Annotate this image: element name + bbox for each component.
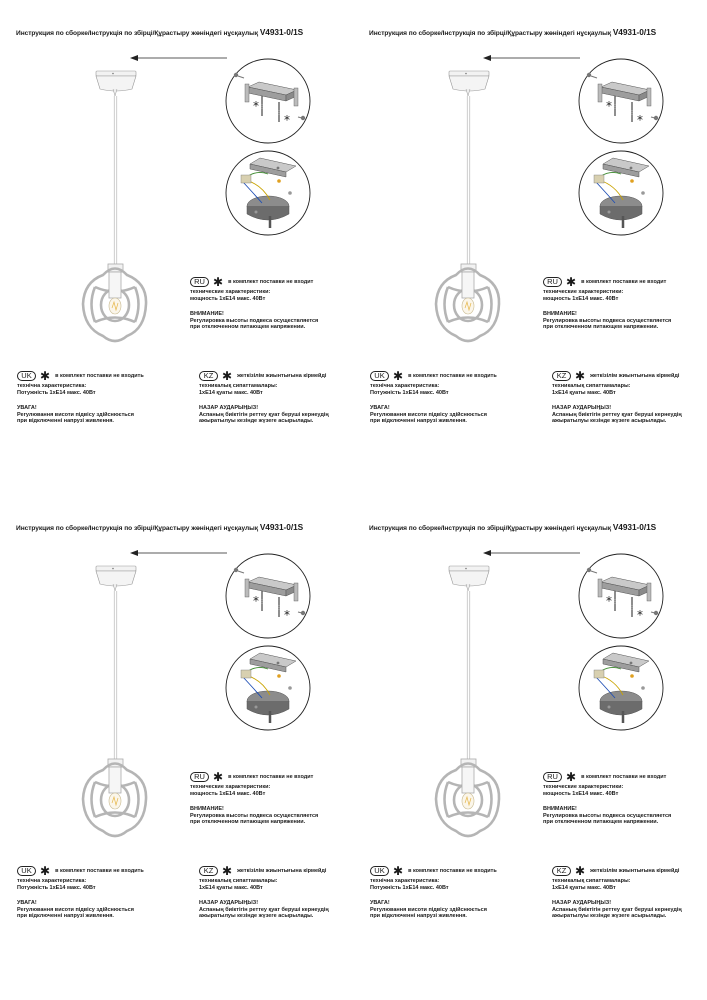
assembly-illustration (0, 495, 353, 995)
kz-section (199, 866, 329, 920)
warning-line: при відключенні напрузі живлення. (17, 418, 114, 425)
not-included-note: в комплект поставки не входить (408, 867, 497, 874)
asterisk-icon: ✱ (393, 369, 404, 383)
not-included-note: в комплект поставки не входить (408, 372, 497, 379)
mounting-bracket-detail-icon (579, 554, 663, 638)
warning-title: ВНИМАНИЕ! (543, 806, 577, 813)
warning-line: при отключенном питающем напряжении. (543, 324, 659, 331)
spec-value: Потужність 1хЕ14 макс. 40Вт (17, 389, 96, 396)
title-text: Инструкция по сборке/Інструкція по збірці/Құрастыру жөніндегі нұсқаулық (369, 525, 612, 532)
ru-section (543, 772, 671, 826)
warning-line: Регулювання висоти підвісу здійснюється (17, 411, 134, 418)
wiring-detail-icon (226, 151, 310, 235)
asterisk-icon: ✱ (575, 864, 586, 878)
warning-line: Регулировка высоты подвеса осуществляется (190, 317, 319, 324)
spec-value: мощность 1хЕ14 макс. 40Вт (543, 295, 619, 302)
not-included-note: в комплект поставки не входить (55, 372, 144, 379)
title-text: Инструкция по сборке/Інструкція по збірці/Құрастыру жөніндегі нұсқаулық (369, 30, 612, 37)
lamp-shade-icon (436, 264, 499, 341)
lang-badge-uk: UK (370, 866, 389, 876)
svg-text:*: * (637, 608, 643, 622)
model-number: V4931-0/1S (612, 27, 657, 37)
model-number: V4931-0/1S (259, 522, 304, 532)
spec-title: техникалық сипаттамалары: (199, 878, 278, 884)
warning-line: Аспаның биіктігін реттеу қуат беруші кернеудің (199, 906, 329, 913)
lamp-shade-icon (436, 759, 499, 836)
spec-title: технические характеристики: (543, 784, 624, 790)
warning-line: Аспаның биіктігін реттеу қуат беруші кернеудің (199, 411, 329, 418)
instruction-title (16, 27, 303, 37)
model-number: V4931-0/1S (259, 27, 304, 37)
not-included-note: жеткізілім жиынтығына кірмейді (237, 372, 327, 379)
lang-badge-ru: RU (190, 277, 209, 287)
warning-line: Регулировка высоты подвеса осуществляется (543, 812, 672, 819)
not-included-note: в комплект поставки не входит (581, 278, 667, 285)
asterisk-icon: ✱ (222, 369, 233, 383)
asterisk-icon: ✱ (575, 369, 586, 383)
lang-badge-ru: RU (543, 772, 562, 782)
not-included-note: в комплект поставки не входить (55, 867, 144, 874)
ceiling-canopy-icon (96, 71, 136, 96)
spec-value: мощность 1хЕ14 макс. 40Вт (190, 790, 266, 797)
warning-line: ажыратылуы кезінде жүзеге асырылады. (199, 913, 314, 920)
spec-title: технічна характеристика: (370, 383, 440, 389)
title-text: Инструкция по сборке/Інструкція по збірці/Құрастыру жөніндегі нұсқаулық (16, 30, 259, 37)
warning-line: Регулировка высоты подвеса осуществляется (190, 812, 319, 819)
lamp-shade-icon (83, 264, 146, 341)
spec-value: мощность 1хЕ14 макс. 40Вт (190, 295, 266, 302)
warning-title: УВАГА! (17, 900, 37, 907)
not-included-note: в комплект поставки не входит (228, 278, 314, 285)
warning-line: при отключенном питающем напряжении. (190, 324, 306, 331)
spec-title: техникалық сипаттамалары: (552, 383, 631, 389)
ceiling-canopy-icon (449, 71, 489, 96)
lang-badge-ru: RU (190, 772, 209, 782)
wiring-detail-icon (579, 646, 663, 730)
svg-text:*: * (637, 113, 643, 127)
uk-section (370, 371, 497, 425)
warning-line: Регулировка высоты подвеса осуществляется (543, 317, 672, 324)
svg-text:*: * (606, 594, 612, 608)
warning-line: Регулювання висоти підвісу здійснюється (370, 411, 487, 418)
spec-title: техникалық сипаттамалары: (552, 878, 631, 884)
spec-title: техникалық сипаттамалары: (199, 383, 278, 389)
asterisk-icon: ✱ (213, 770, 224, 784)
warning-title: НАЗАР АУДАРЫҢЫЗ! (552, 900, 612, 907)
warning-line: Регулювання висоти підвісу здійснюється (17, 906, 134, 913)
ceiling-canopy-icon (449, 566, 489, 591)
spec-title: технические характеристики: (190, 784, 271, 790)
warning-line: ажыратылуы кезінде жүзеге асырылады. (552, 418, 667, 425)
spec-value: 1хЕ14 қуаты макс. 40Вт (199, 389, 263, 396)
model-number: V4931-0/1S (612, 522, 657, 532)
asterisk-icon: ✱ (566, 275, 577, 289)
asterisk-icon: ✱ (40, 864, 51, 878)
kz-section (552, 866, 682, 920)
warning-title: НАЗАР АУДАРЫҢЫЗ! (552, 405, 612, 412)
warning-line: при відключенні напрузі живлення. (17, 913, 114, 920)
arrow-left-icon (130, 550, 227, 556)
asterisk-icon: ✱ (213, 275, 224, 289)
lang-badge-ru: RU (543, 277, 562, 287)
warning-title: НАЗАР АУДАРЫҢЫЗ! (199, 405, 259, 412)
warning-title: УВАГА! (370, 900, 390, 907)
warning-title: НАЗАР АУДАРЫҢЫЗ! (199, 900, 259, 907)
lang-badge-kz: KZ (199, 866, 218, 876)
uk-section (370, 866, 497, 920)
warning-title: ВНИМАНИЕ! (543, 311, 577, 318)
assembly-illustration (353, 495, 706, 995)
spec-title: технические характеристики: (543, 289, 624, 295)
spec-value: Потужність 1хЕ14 макс. 40Вт (370, 389, 449, 396)
mounting-bracket-detail-icon (226, 554, 310, 638)
warning-line: при отключенном питающем напряжении. (190, 819, 306, 826)
spec-title: технические характеристики: (190, 289, 271, 295)
svg-text:*: * (253, 594, 259, 608)
mounting-bracket-detail-icon (579, 59, 663, 143)
spec-value: 1хЕ14 қуаты макс. 40Вт (552, 389, 616, 396)
asterisk-icon: ✱ (566, 770, 577, 784)
instruction-title (369, 522, 656, 532)
spec-value: мощность 1хЕ14 макс. 40Вт (543, 790, 619, 797)
spec-title: технічна характеристика: (17, 383, 87, 389)
uk-section (17, 866, 144, 920)
not-included-note: в комплект поставки не входит (228, 773, 314, 780)
warning-line: ажыратылуы кезінде жүзеге асырылады. (552, 913, 667, 920)
spec-value: Потужність 1хЕ14 макс. 40Вт (17, 884, 96, 891)
instruction-sheet (0, 495, 353, 995)
warning-title: УВАГА! (370, 405, 390, 412)
instruction-sheet (353, 495, 706, 995)
ru-section (190, 277, 318, 331)
spec-value: Потужність 1хЕ14 макс. 40Вт (370, 884, 449, 891)
spec-title: технічна характеристика: (370, 878, 440, 884)
asterisk-icon: ✱ (40, 369, 51, 383)
mounting-bracket-detail-icon (226, 59, 310, 143)
svg-text:*: * (253, 99, 259, 113)
not-included-note: жеткізілім жиынтығына кірмейді (237, 867, 327, 874)
assembly-illustration (353, 0, 706, 500)
uk-section (17, 371, 144, 425)
svg-text:*: * (284, 608, 290, 622)
instruction-title (369, 27, 656, 37)
spec-value: 1хЕ14 қуаты макс. 40Вт (199, 884, 263, 891)
arrow-left-icon (130, 55, 227, 61)
warning-line: Аспаның биіктігін реттеу қуат беруші кернеудің (552, 411, 682, 418)
assembly-illustration (0, 0, 353, 500)
lang-badge-kz: KZ (199, 371, 218, 381)
instruction-title (16, 522, 303, 532)
instruction-sheet (353, 0, 706, 500)
warning-line: Регулювання висоти підвісу здійснюється (370, 906, 487, 913)
svg-text:*: * (606, 99, 612, 113)
instruction-sheet (0, 0, 353, 500)
not-included-note: в комплект поставки не входит (581, 773, 667, 780)
ru-section (543, 277, 671, 331)
warning-title: ВНИМАНИЕ! (190, 806, 224, 813)
asterisk-icon: ✱ (222, 864, 233, 878)
wiring-detail-icon (226, 646, 310, 730)
arrow-left-icon (483, 55, 580, 61)
warning-line: при отключенном питающем напряжении. (543, 819, 659, 826)
spec-title: технічна характеристика: (17, 878, 87, 884)
warning-line: при відключенні напрузі живлення. (370, 418, 467, 425)
wiring-detail-icon (579, 151, 663, 235)
not-included-note: жеткізілім жиынтығына кірмейді (590, 867, 680, 874)
ru-section (190, 772, 318, 826)
kz-section (552, 371, 682, 425)
lang-badge-uk: UK (17, 371, 36, 381)
spec-value: 1хЕ14 қуаты макс. 40Вт (552, 884, 616, 891)
not-included-note: жеткізілім жиынтығына кірмейді (590, 372, 680, 379)
svg-text:*: * (284, 113, 290, 127)
lamp-shade-icon (83, 759, 146, 836)
kz-section (199, 371, 329, 425)
warning-line: Аспаның биіктігін реттеу қуат беруші кернеудің (552, 906, 682, 913)
title-text: Инструкция по сборке/Інструкція по збірці/Құрастыру жөніндегі нұсқаулық (16, 525, 259, 532)
asterisk-icon: ✱ (393, 864, 404, 878)
warning-line: при відключенні напрузі живлення. (370, 913, 467, 920)
warning-line: ажыратылуы кезінде жүзеге асырылады. (199, 418, 314, 425)
ceiling-canopy-icon (96, 566, 136, 591)
lang-badge-kz: KZ (552, 371, 571, 381)
lang-badge-uk: UK (370, 371, 389, 381)
warning-title: ВНИМАНИЕ! (190, 311, 224, 318)
lang-badge-kz: KZ (552, 866, 571, 876)
arrow-left-icon (483, 550, 580, 556)
lang-badge-uk: UK (17, 866, 36, 876)
warning-title: УВАГА! (17, 405, 37, 412)
